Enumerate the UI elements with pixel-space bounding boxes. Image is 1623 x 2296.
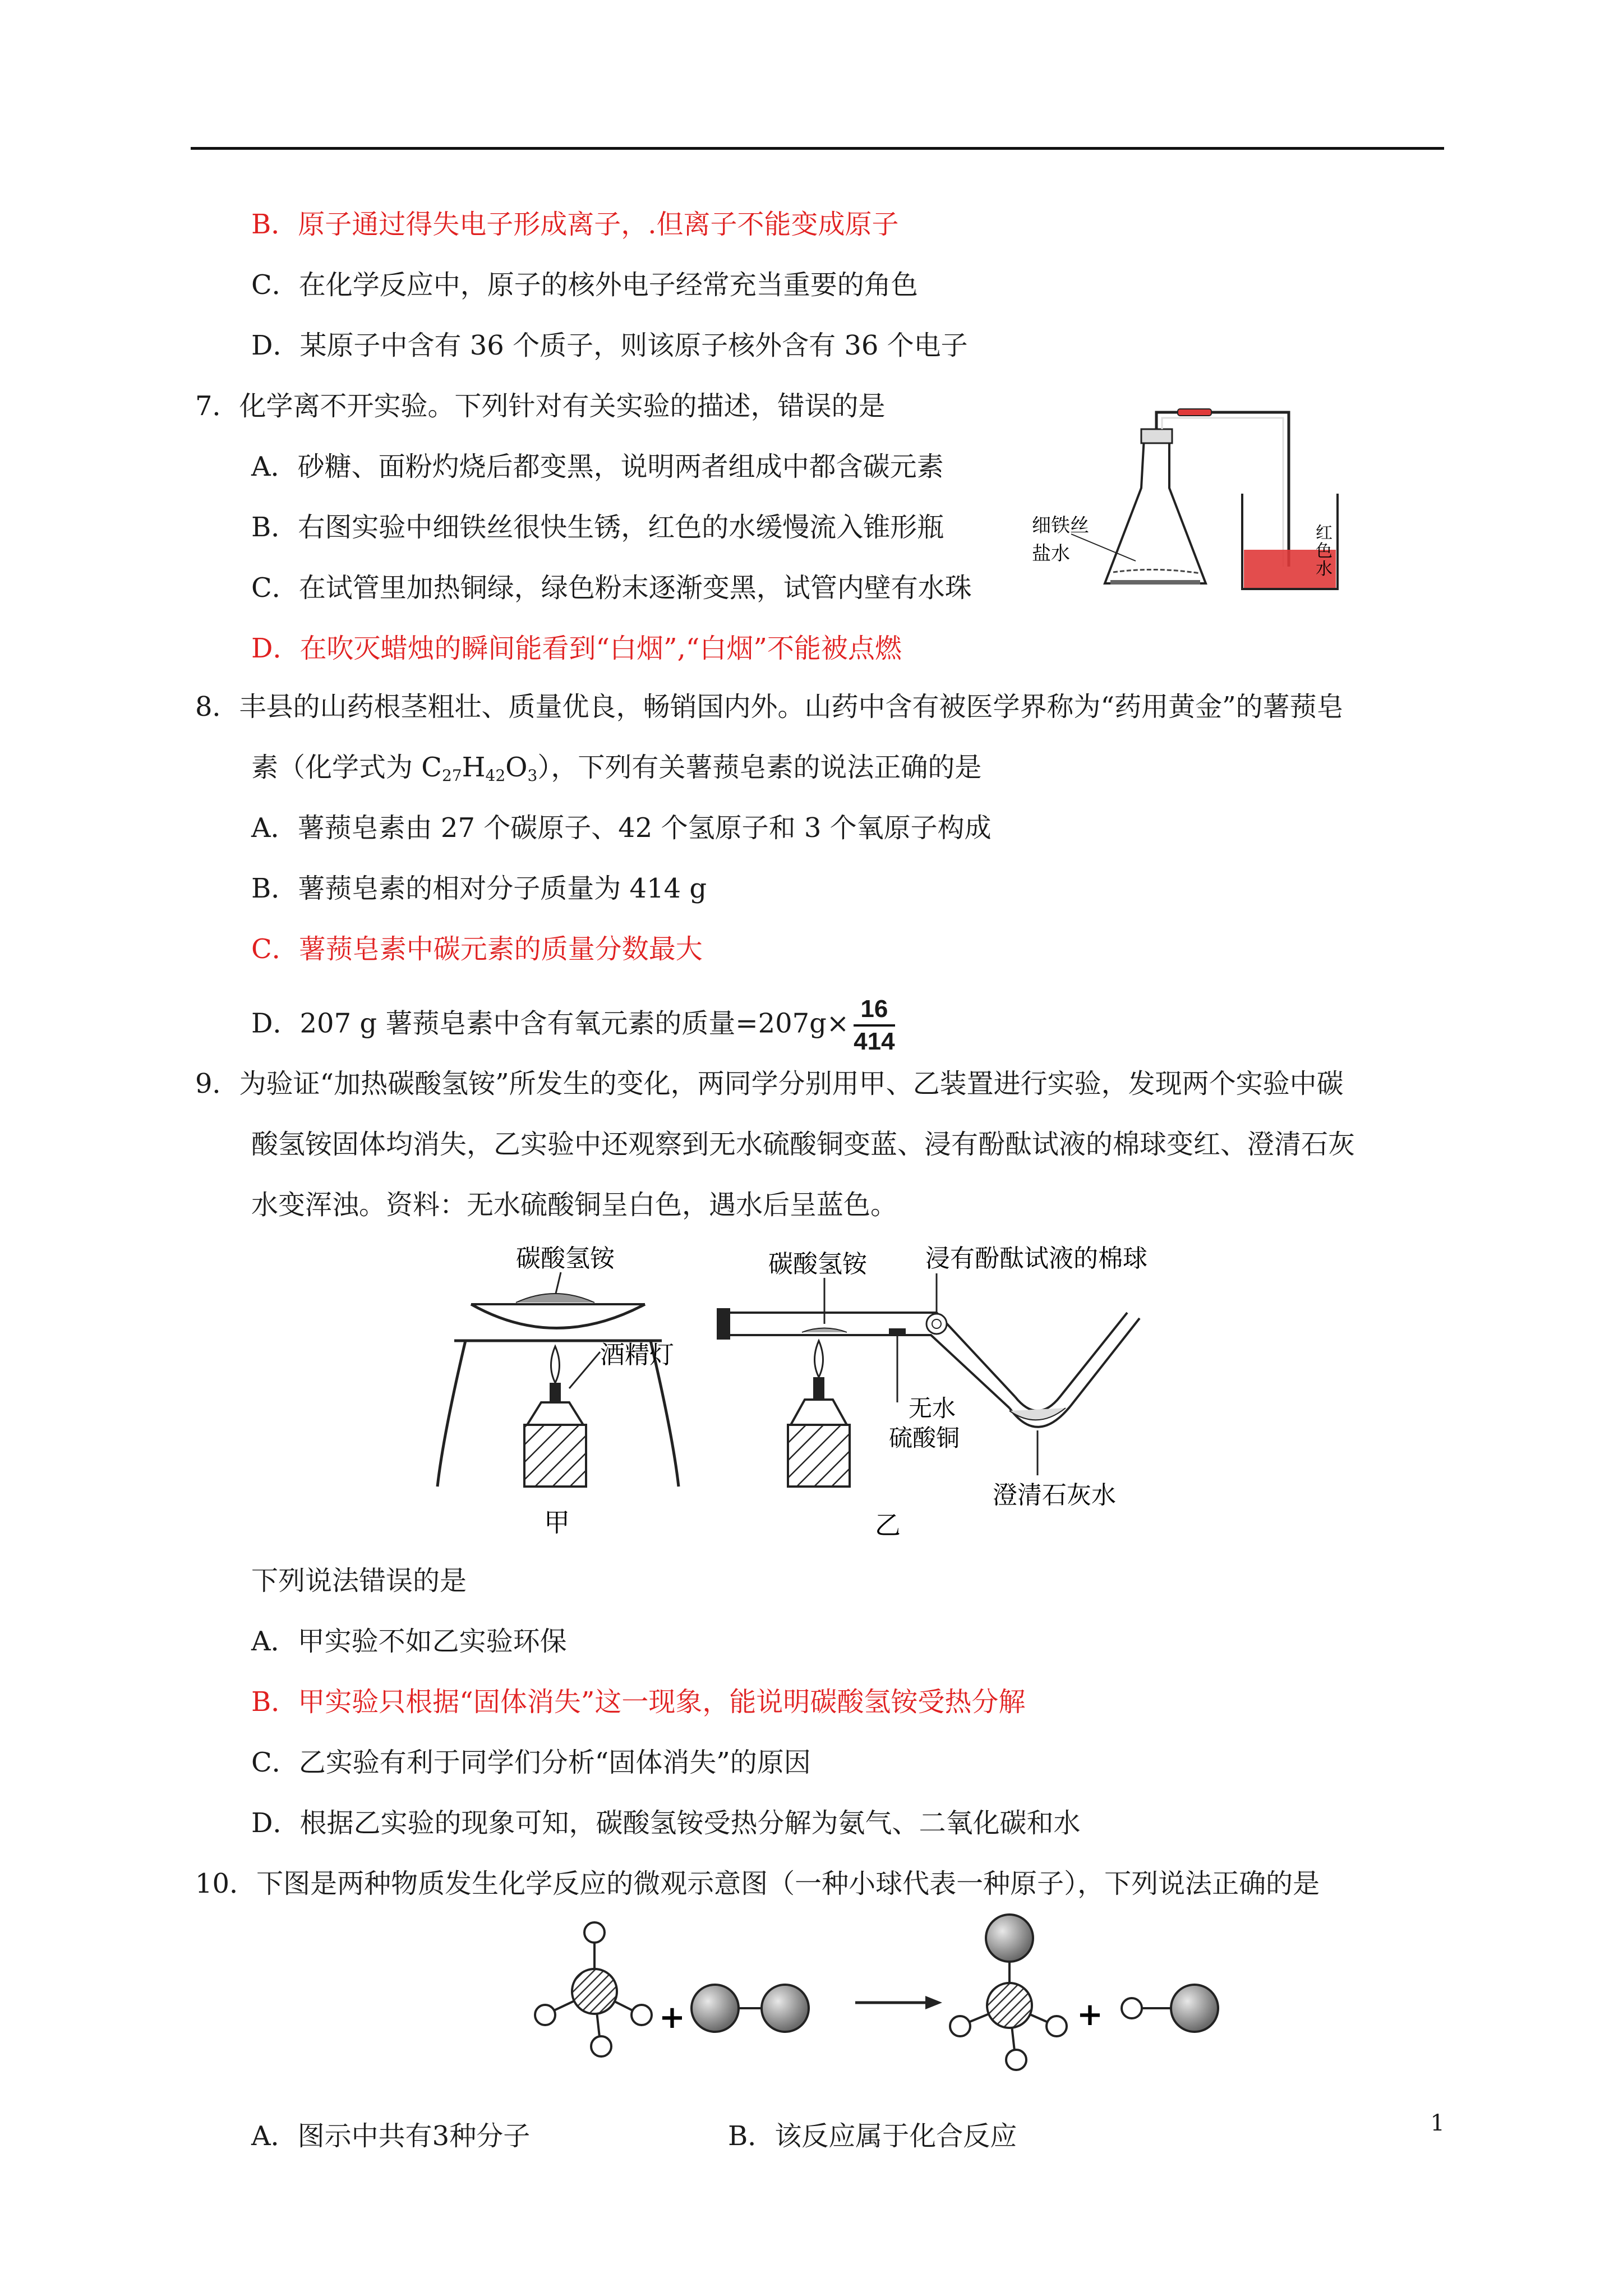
q7-stem: 7．化学离不开实验。下列针对有关实验的描述，错误的是 — [195, 390, 886, 422]
q10-option-a: A．图示中共有3种分子 — [251, 2120, 531, 2152]
q7-option-b: B．右图实验中细铁丝很快生锈，红色的水缓慢流入锥形瓶 — [251, 512, 944, 543]
q9-option-c: C．乙实验有利于同学们分析“固体消失”的原因 — [251, 1747, 811, 1778]
reaction-arrow — [855, 1996, 942, 2009]
label-red-3: 水 — [1316, 559, 1332, 579]
plus-sign-2: + — [1077, 1996, 1103, 2033]
q9-option-b: B．甲实验只根据“固体消失”这一现象，能说明碳酸氢铵受热分解 — [251, 1686, 1026, 1718]
label-salt-water: 盐水 — [1032, 542, 1070, 565]
q9-option-a: A．甲实验不如乙实验环保 — [251, 1626, 567, 1657]
q8-stem-line2: 素（化学式为 $C_{27}H_{42}O_3$），下列有关薯蓣皂素的说法正确的是 — [251, 752, 982, 785]
q9-option-d: D．根据乙实验的现象可知，碳酸氢铵受热分解为氨气、二氧化碳和水 — [251, 1807, 1081, 1839]
q7-rust-apparatus-figure — [1032, 404, 1346, 606]
q8-option-d: D．207 g 薯蓣皂素中含有氧元素的质量=207g× $\frac{16}{414}$ — [251, 994, 895, 1057]
q8-option-b: B．薯蓣皂素的相对分子质量为 414 g — [251, 873, 707, 904]
q9-sub-stem: 下列说法错误的是 — [251, 1565, 467, 1596]
molecule-reactant-1 — [535, 1922, 652, 2056]
q7-option-c: C．在试管里加热铜绿，绿色粉末逐渐变黑，试管内壁有水珠 — [251, 572, 972, 604]
q10-option-b: B．该反应属于化合反应 — [728, 2120, 1017, 2152]
q8-option-a: A．薯蓣皂素由 27 个碳原子、42 个氢原子和 3 个氧原子构成 — [251, 812, 992, 844]
label-red-1: 红 — [1316, 523, 1332, 543]
page-number: 1 — [1430, 2110, 1445, 2136]
label-iron-wire: 细铁丝 — [1032, 514, 1089, 537]
q6-option-c: C．在化学反应中，原子的核外电子经常充当重要的角色 — [251, 269, 918, 301]
q8-option-c: C．薯蓣皂素中碳元素的质量分数最大 — [251, 933, 703, 965]
label-red-2: 色 — [1316, 541, 1332, 561]
q9-stem-line2: 酸氢铵固体均消失，乙实验中还观察到无水硫酸铜变蓝、浸有酚酞试液的棉球变红、澄清石灰 — [251, 1129, 1355, 1160]
q7-option-d: D．在吹灭蜡烛的瞬间能看到“白烟”,“白烟”不能被点燃 — [251, 633, 902, 664]
yi-cotton-label: 浸有酚酞试液的棉球 — [925, 1244, 1147, 1273]
fraction: $\frac{16}{414}$ — [854, 995, 895, 1055]
q10-stem: 10．下图是两种物质发生化学反应的微观示意图（一种小球代表一种原子），下列说法正确的是 — [195, 1868, 1320, 1899]
plus-sign-1: + — [659, 1999, 685, 2036]
q8-stem-line1: 8．丰县的山药根茎粗壮、质量优良，畅销国内外。山药中含有被医学界称为“药用黄金”的薯蓣皂 — [195, 691, 1344, 723]
q9-apparatus-figure — [432, 1240, 1284, 1543]
molecule-product-1 — [950, 1915, 1067, 2070]
q9-stem-line3: 水变浑浊。资料：无水硫酸铜呈白色，遇水后呈蓝色。 — [251, 1189, 898, 1221]
q6-option-d: D．某原子中含有 36 个质子，则该原子核外含有 36 个电子 — [251, 330, 968, 361]
jia-lamp-label: 酒精灯 — [600, 1341, 674, 1369]
yi-cuso4-label-2: 硫酸铜 — [889, 1424, 960, 1452]
q9-stem-line1: 9．为验证“加热碳酸氢铵”所发生的变化，两同学分别用甲、乙装置进行实验，发现两个实验中碳 — [195, 1068, 1344, 1099]
apparatus-yi — [717, 1244, 1147, 1540]
q10-reaction-diagram — [533, 1907, 1228, 2098]
yi-reagent-label: 碳酸氢铵 — [768, 1250, 867, 1278]
header-rule — [191, 147, 1444, 150]
q7-option-a: A．砂糖、面粉灼烧后都变黑，说明两者组成中都含碳元素 — [251, 451, 944, 482]
molecule-reactant-2 — [691, 1985, 809, 2032]
yi-limewater-label: 澄清石灰水 — [993, 1481, 1116, 1510]
jia-label: 甲 — [544, 1507, 570, 1538]
molecule-product-2 — [1122, 1985, 1218, 2032]
q6-option-b: B．原子通过得失电子形成离子，.但离子不能变成原子 — [251, 209, 899, 240]
yi-cuso4-label-1: 无水 — [909, 1395, 956, 1422]
apparatus-jia — [437, 1244, 679, 1538]
jia-reagent-label: 碳酸氢铵 — [516, 1244, 615, 1273]
yi-label: 乙 — [875, 1510, 901, 1540]
